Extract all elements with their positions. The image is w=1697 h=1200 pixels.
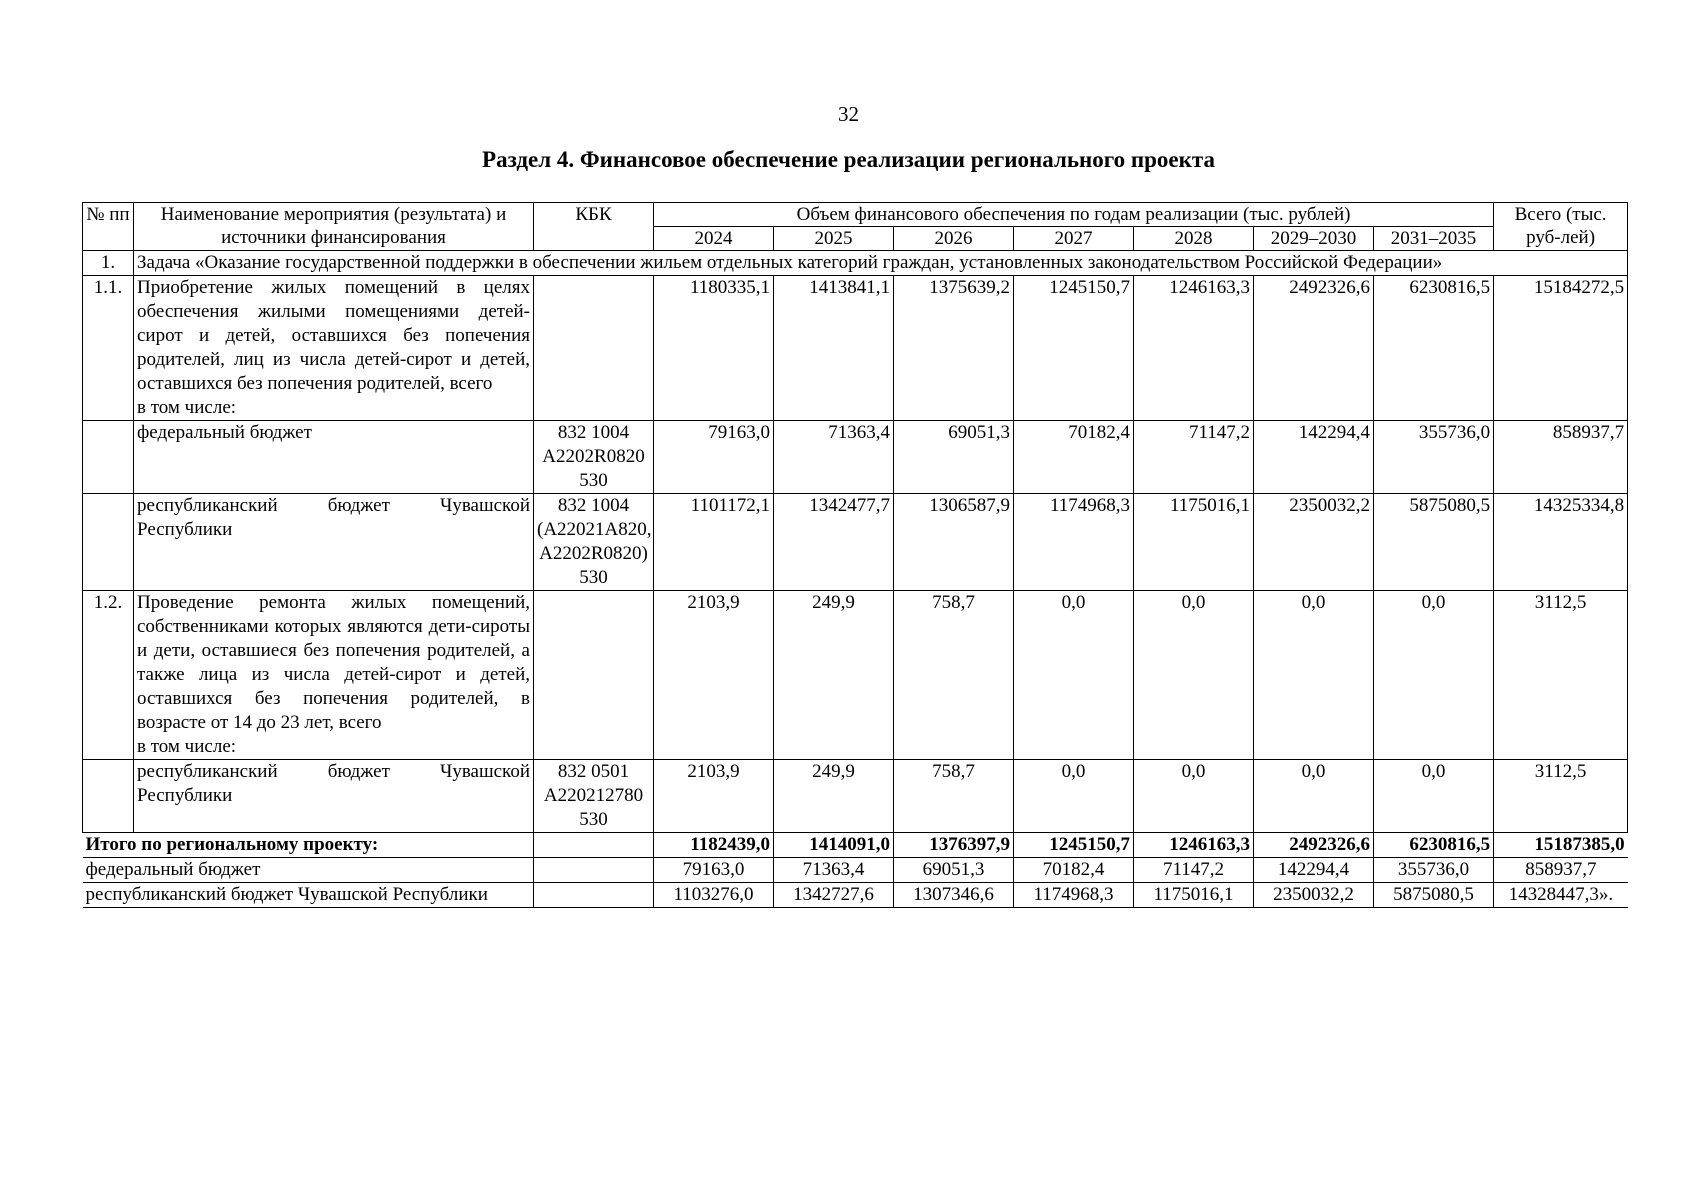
header-name: Наименование мероприятия (результата) и источники финансирования xyxy=(134,203,534,251)
task-row xyxy=(83,251,1628,276)
header-year: 2024 xyxy=(654,227,774,251)
row-value: 1174968,3 xyxy=(1014,494,1134,591)
total-value: 1376397,9 xyxy=(894,833,1014,858)
header-year: 2028 xyxy=(1134,227,1254,251)
row-kbk: 832 1004 (A22021A820, A2202R0820) 530 xyxy=(534,494,654,591)
row-num: 1.2. xyxy=(83,591,134,760)
row-value: 2350032,2 xyxy=(1254,494,1374,591)
row-value: 0,0 xyxy=(1254,760,1374,833)
total-value: 1174968,3 xyxy=(1014,883,1134,908)
total-label: федеральный бюджет xyxy=(83,858,534,883)
total-value: 15187385,0 xyxy=(1494,833,1628,858)
header-year: 2029–2030 xyxy=(1254,227,1374,251)
row-value: 1180335,1 xyxy=(654,276,774,421)
row-value: 758,7 xyxy=(894,591,1014,760)
row-name-text: Приобретение жилых помещений в целях обеспечения жилыми помещениями детей-сирот и детей, оставшихся без попечения родителей, лиц из числа детей-сирот и детей, оставшихся без попечения родителей, всего xyxy=(137,277,530,394)
row-name: федеральный бюджет xyxy=(134,421,534,494)
row-value: 1306587,9 xyxy=(894,494,1014,591)
total-kbk xyxy=(534,858,654,883)
total-value: 5875080,5 xyxy=(1374,883,1494,908)
row-value: 1375639,2 xyxy=(894,276,1014,421)
row-name xyxy=(134,591,534,760)
total-value: 2350032,2 xyxy=(1254,883,1374,908)
total-label: республиканский бюджет Чувашской Республики xyxy=(83,883,534,908)
row-value: 79163,0 xyxy=(654,421,774,494)
total-value: 1342727,6 xyxy=(774,883,894,908)
total-value: 142294,4 xyxy=(1254,858,1374,883)
total-value: 858937,7 xyxy=(1494,858,1628,883)
total-value: 355736,0 xyxy=(1374,858,1494,883)
row-value: 0,0 xyxy=(1254,591,1374,760)
row-value: 1413841,1 xyxy=(774,276,894,421)
total-value: 71147,2 xyxy=(1134,858,1254,883)
row-value: 0,0 xyxy=(1134,760,1254,833)
total-value: 69051,3 xyxy=(894,858,1014,883)
total-row xyxy=(83,833,1628,858)
table-row xyxy=(83,494,1628,591)
total-value: 1103276,0 xyxy=(654,883,774,908)
header-year: 2031–2035 xyxy=(1374,227,1494,251)
row-value: 3112,5 xyxy=(1494,591,1628,760)
row-value: 2492326,6 xyxy=(1254,276,1374,421)
row-value: 1342477,7 xyxy=(774,494,894,591)
row-value: 142294,4 xyxy=(1254,421,1374,494)
table-row xyxy=(83,591,1628,760)
total-value: 79163,0 xyxy=(654,858,774,883)
header-row xyxy=(83,203,1628,227)
table-row xyxy=(83,760,1628,833)
total-value: 1175016,1 xyxy=(1134,883,1254,908)
row-kbk xyxy=(534,276,654,421)
row-name: республиканский бюджет Чувашской Республики xyxy=(134,494,534,591)
row-value: 1175016,1 xyxy=(1134,494,1254,591)
row-value: 70182,4 xyxy=(1014,421,1134,494)
total-value: 2492326,6 xyxy=(1254,833,1374,858)
header-kbk: КБК xyxy=(534,203,654,251)
row-value: 858937,7 xyxy=(1494,421,1628,494)
header-num: № пп xyxy=(83,203,134,251)
row-kbk xyxy=(534,591,654,760)
total-value: 1307346,6 xyxy=(894,883,1014,908)
table-row xyxy=(83,421,1628,494)
row-value: 0,0 xyxy=(1014,591,1134,760)
row-name xyxy=(134,276,534,421)
section-title: Раздел 4. Финансовое обеспечение реализации регионального проекта xyxy=(482,147,1215,172)
total-row xyxy=(83,858,1628,883)
total-value: 14328447,3». xyxy=(1494,883,1628,908)
row-value: 1101172,1 xyxy=(654,494,774,591)
row-sub-text: в том числе: xyxy=(137,736,237,757)
row-num: 1.1. xyxy=(83,276,134,421)
row-value: 5875080,5 xyxy=(1374,494,1494,591)
task-text: Задача «Оказание государственной поддержки в обеспечении жильем отдельных категорий граждан, установленных законодательством Российской Федерации» xyxy=(134,251,1628,276)
row-num xyxy=(83,421,134,494)
row-value: 2103,9 xyxy=(654,591,774,760)
row-name-text: Проведение ремонта жилых помещений, собственниками которых являются дети-сироты и дети, оставшиеся без попечения родителей, а также лица из числа детей-сирот и детей, оставшихся без попечения родителей, в возрасте от 14 до 23 лет, всего xyxy=(137,592,530,733)
row-kbk: 832 1004 A2202R0820 530 xyxy=(534,421,654,494)
total-label: Итого по региональному проекту: xyxy=(83,833,534,858)
table-row xyxy=(83,276,1628,421)
row-value: 71363,4 xyxy=(774,421,894,494)
total-kbk xyxy=(534,833,654,858)
row-value: 14325334,8 xyxy=(1494,494,1628,591)
header-volume: Объем финансового обеспечения по годам реализации (тыс. рублей) xyxy=(654,203,1494,227)
total-value: 1245150,7 xyxy=(1014,833,1134,858)
row-value: 249,9 xyxy=(774,591,894,760)
total-value: 71363,4 xyxy=(774,858,894,883)
total-value: 1414091,0 xyxy=(774,833,894,858)
total-row xyxy=(83,883,1628,908)
row-value: 0,0 xyxy=(1374,760,1494,833)
row-value: 3112,5 xyxy=(1494,760,1628,833)
row-value: 1245150,7 xyxy=(1014,276,1134,421)
row-value: 758,7 xyxy=(894,760,1014,833)
row-name: республиканский бюджет Чувашской Республики xyxy=(134,760,534,833)
row-sub-text: в том числе: xyxy=(137,397,237,418)
row-value: 249,9 xyxy=(774,760,894,833)
header-year: 2026 xyxy=(894,227,1014,251)
row-value: 1246163,3 xyxy=(1134,276,1254,421)
task-num: 1. xyxy=(83,251,134,276)
total-value: 1182439,0 xyxy=(654,833,774,858)
row-value: 0,0 xyxy=(1374,591,1494,760)
row-kbk: 832 0501 A220212780 530 xyxy=(534,760,654,833)
row-value: 71147,2 xyxy=(1134,421,1254,494)
row-value: 15184272,5 xyxy=(1494,276,1628,421)
row-value: 69051,3 xyxy=(894,421,1014,494)
header-total: Всего (тыс. руб-лей) xyxy=(1494,203,1628,251)
header-year: 2025 xyxy=(774,227,894,251)
total-value: 1246163,3 xyxy=(1134,833,1254,858)
row-value: 355736,0 xyxy=(1374,421,1494,494)
total-value: 70182,4 xyxy=(1014,858,1134,883)
row-value: 0,0 xyxy=(1134,591,1254,760)
total-kbk xyxy=(534,883,654,908)
row-num xyxy=(83,494,134,591)
row-value: 6230816,5 xyxy=(1374,276,1494,421)
header-year: 2027 xyxy=(1014,227,1134,251)
row-value: 2103,9 xyxy=(654,760,774,833)
row-value: 0,0 xyxy=(1014,760,1134,833)
page-number: 32 xyxy=(838,102,859,126)
row-num xyxy=(83,760,134,833)
financing-table xyxy=(82,202,1628,908)
total-value: 6230816,5 xyxy=(1374,833,1494,858)
